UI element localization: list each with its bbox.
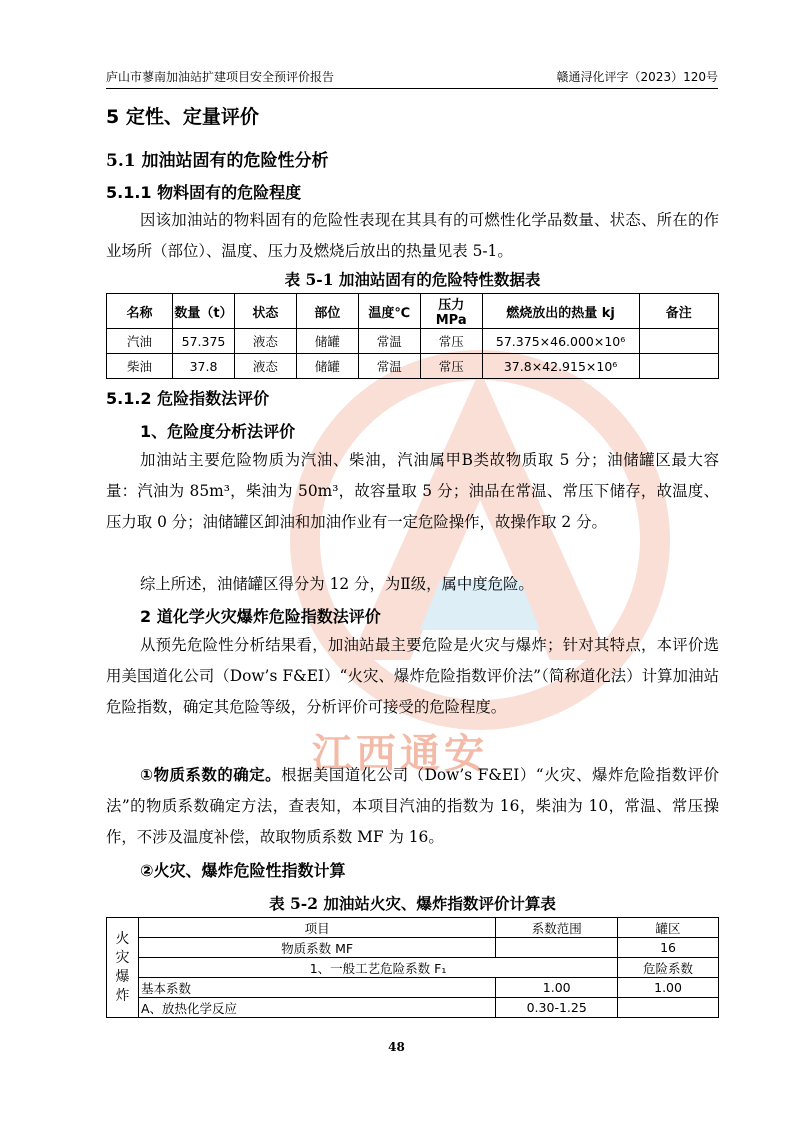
paragraph-summary: 综上所述，油储罐区得分为 12 分，为Ⅱ级，属中度危险。 [140,575,534,593]
fire-explosion-index-table [106,917,719,1018]
table-cell: 57.375×46.000×10⁶ [482,329,639,354]
table-cell: 常温 [358,354,420,379]
table-cell: 16 [618,938,719,958]
table-cell: 0.30-1.25 [496,998,618,1018]
table-header-cell: 压力 MPa [420,294,482,329]
table-cell: 常温 [358,329,420,354]
table-cell: 57.375 [173,329,235,354]
table-header-cell: 备注 [639,294,718,329]
table-cell [618,998,719,1018]
material-factor-text: 根据美国道化公司（Dow’s F&EI）“火灾、爆炸危险指数评价法”的物质系数确定方法，查表知，本项目汽油的指数为 16，柴油为 10，常温、常压操作，不涉及温度补偿，故取物质系数 MF 为 16。 [106,766,719,846]
paragraph-dow-method: 从预先危险性分析结果看，加油站最主要危险是火灾与爆炸；针对其特点，本评价选用美国道化公司（Dow’s F&EI）“火灾、爆炸危险指数评价法”（简称道化法）计算加油站危险指数，确定其危险等级，分析评价可接受的危险程度。 [106,636,719,716]
page-header [106,68,718,89]
table-cell: 液态 [234,329,296,354]
hazard-data-table [106,293,719,379]
table-cell: 常压 [420,354,482,379]
table2-caption: 表 5-2 加油站火灾、爆炸指数评价计算表 [269,894,556,913]
table-header-cell: 数量（t） [173,294,235,329]
subsection-title: 5.1 加油站固有的危险性分析 [106,151,329,171]
table-cell: 储罐 [296,354,358,379]
table-cell: 物质系数 MF [138,938,495,958]
method-heading-1: 1、危险度分析法评价 [140,422,296,441]
header-report-number: 赣通浔化评字（2023）120号 [556,70,718,84]
table-cell: 危险系数 [618,958,719,978]
table-cell: 液态 [234,354,296,379]
table-header-cell: 系数范围 [496,918,618,938]
table-header-cell: 罐区 [618,918,719,938]
table-cell: 1.00 [618,978,719,998]
table-header-row [107,294,719,329]
page-number: 48 [388,1040,405,1054]
side-label-cell: 火 灾 爆 炸 [107,918,139,1018]
watermark-text: 江西通安 [312,731,488,777]
method-heading-2: 2 道化学火灾爆炸危险指数法评价 [140,607,381,626]
table-cell [639,354,718,379]
table-cell [639,329,718,354]
table-cell: 1、一般工艺危险系数 F₁ [138,958,617,978]
table-cell: 柴油 [107,354,173,379]
table-cell [496,938,618,958]
table-cell: 储罐 [296,329,358,354]
table-row [107,998,719,1018]
subsubsection-title-2: 5.1.2 危险指数法评价 [106,389,270,408]
table-header-cell: 温度℃ [358,294,420,329]
table-header-cell: 部位 [296,294,358,329]
paragraph-material-factor [106,760,719,853]
subsubsection-title-1: 5.1.1 物料固有的危险程度 [106,183,302,202]
table-cell: 1.00 [496,978,618,998]
table-row [107,938,719,958]
paragraph-intro: 因该加油站的物料固有的危险性表现在其具有的可燃性化学品数量、状态、所在的作业场所（部位）、温度、压力及燃烧后放出的热量见表 5-1。 [106,211,719,260]
table-row [107,918,719,938]
section-title: 5 定性、定量评价 [106,106,259,128]
table-cell: 37.8×42.915×10⁶ [482,354,639,379]
table-row [107,329,719,354]
paragraph-risk-scoring: 加油站主要危险物质为汽油、柴油，汽油属甲B类故物质取 5 分；油储罐区最大容量：汽油为 85m³，柴油为 50m³，故容量取 5 分；油品在常温、常压下储存，故温度、压力取 0 分；油储罐区卸油和加油作业有一定危险操作，故操作取 2 分。 [106,451,719,531]
table-cell: 37.8 [173,354,235,379]
table-row [107,354,719,379]
table-row [107,958,719,978]
table-row [107,978,719,998]
method-heading-3: ②火灾、爆炸危险性指数计算 [140,861,346,880]
table-cell: 常压 [420,329,482,354]
table1-caption: 表 5-1 加油站固有的危险特性数据表 [284,270,541,289]
table-cell: 汽油 [107,329,173,354]
table-cell: 基本系数 [138,978,495,998]
material-factor-label: ①物质系数的确定。 [140,766,282,784]
table-header-cell: 项目 [138,918,495,938]
table-header-cell: 燃烧放出的热量 kj [482,294,639,329]
table-header-cell: 状态 [234,294,296,329]
table-cell: A、放热化学反应 [138,998,495,1018]
table-header-cell: 名称 [107,294,173,329]
header-report-title: 庐山市蓼南加油站扩建项目安全预评价报告 [106,70,335,84]
